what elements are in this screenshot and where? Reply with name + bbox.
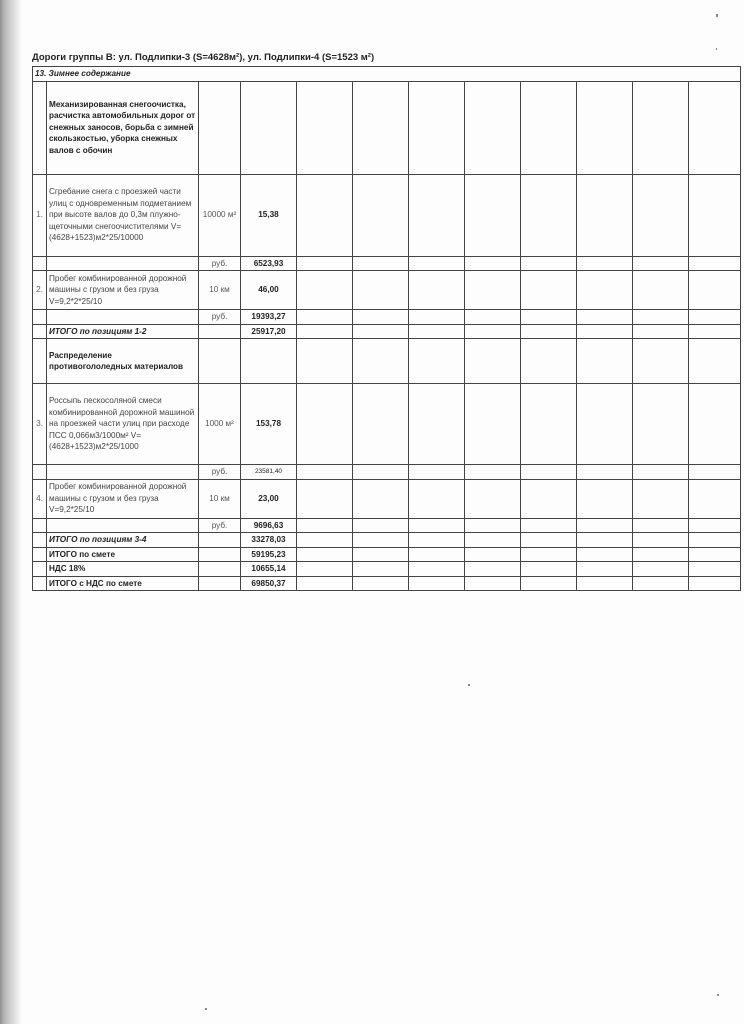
- empty-cell: [577, 324, 633, 339]
- empty-cell: [353, 384, 409, 465]
- row-number: [33, 562, 47, 577]
- empty-cell: [297, 324, 353, 339]
- empty-cell: [409, 339, 465, 384]
- row-number: [33, 256, 47, 271]
- row-value: 46,00: [241, 271, 297, 310]
- table-row: [33, 339, 741, 384]
- empty-cell: [353, 256, 409, 271]
- empty-cell: [633, 533, 689, 548]
- empty-cell: [409, 465, 465, 480]
- row-number: [33, 81, 47, 174]
- table-row: [33, 533, 741, 548]
- row-value: 15,38: [241, 174, 297, 256]
- empty-cell: [577, 310, 633, 325]
- row-unit: [199, 81, 241, 174]
- row-number: 3.: [33, 384, 47, 465]
- empty-cell: [521, 256, 577, 271]
- empty-cell: [689, 384, 741, 465]
- row-number: [33, 576, 47, 591]
- empty-cell: [353, 576, 409, 591]
- empty-cell: [577, 174, 633, 256]
- section-row: [33, 67, 741, 82]
- empty-cell: [297, 479, 353, 518]
- empty-cell: [409, 562, 465, 577]
- row-unit: [199, 339, 241, 384]
- empty-cell: [689, 533, 741, 548]
- empty-cell: [353, 324, 409, 339]
- row-unit: [199, 562, 241, 577]
- row-value: 59195,23: [241, 547, 297, 562]
- scan-speck: [716, 48, 717, 50]
- empty-cell: [465, 465, 521, 480]
- scan-speck: [716, 14, 718, 17]
- scan-edge: [0, 0, 22, 1024]
- empty-cell: [353, 339, 409, 384]
- empty-cell: [353, 465, 409, 480]
- empty-cell: [409, 576, 465, 591]
- row-unit: руб.: [199, 256, 241, 271]
- row-number: 4.: [33, 479, 47, 518]
- empty-cell: [521, 576, 577, 591]
- empty-cell: [633, 271, 689, 310]
- row-unit: [199, 547, 241, 562]
- empty-cell: [297, 465, 353, 480]
- empty-cell: [521, 271, 577, 310]
- empty-cell: [297, 256, 353, 271]
- empty-cell: [633, 339, 689, 384]
- table-row: [33, 324, 741, 339]
- row-description: Распределение противогололедных материалов: [47, 339, 199, 384]
- empty-cell: [353, 81, 409, 174]
- row-unit: руб.: [199, 310, 241, 325]
- empty-cell: [353, 533, 409, 548]
- empty-cell: [521, 562, 577, 577]
- row-description: [47, 465, 199, 480]
- empty-cell: [409, 310, 465, 325]
- empty-cell: [633, 174, 689, 256]
- empty-cell: [353, 174, 409, 256]
- table-row: [33, 562, 741, 577]
- empty-cell: [521, 533, 577, 548]
- empty-cell: [577, 576, 633, 591]
- row-number: [33, 339, 47, 384]
- table-row: [33, 479, 741, 518]
- row-value: 6523,93: [241, 256, 297, 271]
- empty-cell: [409, 547, 465, 562]
- empty-cell: [577, 547, 633, 562]
- empty-cell: [521, 479, 577, 518]
- row-unit: 10000 м²: [199, 174, 241, 256]
- row-number: [33, 518, 47, 533]
- table-row: [33, 465, 741, 480]
- empty-cell: [521, 547, 577, 562]
- empty-cell: [353, 518, 409, 533]
- row-description: Сгребание снега с проезжей части улиц с одновременным подметанием при высоте валов до 0,3м плужно-щеточными снегоочистителями V=(4628+1523)м2*25/10000: [47, 174, 199, 256]
- row-description: Пробег комбинированной дорожной машины с грузом и без груза V=9,2*25/10: [47, 479, 199, 518]
- table-row: [33, 256, 741, 271]
- empty-cell: [689, 547, 741, 562]
- empty-cell: [577, 479, 633, 518]
- empty-cell: [577, 339, 633, 384]
- empty-cell: [297, 271, 353, 310]
- empty-cell: [689, 271, 741, 310]
- section-title: 13. Зимнее содержание: [33, 67, 741, 82]
- empty-cell: [521, 465, 577, 480]
- row-number: 2.: [33, 271, 47, 310]
- scan-speck: [717, 994, 719, 996]
- empty-cell: [409, 174, 465, 256]
- empty-cell: [689, 81, 741, 174]
- row-value: 19393,27: [241, 310, 297, 325]
- empty-cell: [633, 465, 689, 480]
- empty-cell: [689, 256, 741, 271]
- empty-cell: [465, 384, 521, 465]
- row-unit: руб.: [199, 518, 241, 533]
- empty-cell: [465, 271, 521, 310]
- row-description: ИТОГО по смете: [47, 547, 199, 562]
- empty-cell: [633, 562, 689, 577]
- empty-cell: [521, 339, 577, 384]
- empty-cell: [577, 384, 633, 465]
- row-unit: руб.: [199, 465, 241, 480]
- empty-cell: [633, 81, 689, 174]
- empty-cell: [297, 384, 353, 465]
- row-value: [241, 339, 297, 384]
- estimate-table: [32, 66, 741, 591]
- row-unit: [199, 324, 241, 339]
- row-unit: 10 км: [199, 479, 241, 518]
- scan-speck: [205, 1008, 207, 1010]
- empty-cell: [521, 174, 577, 256]
- row-value: 23581,40: [241, 465, 297, 480]
- table-row: [33, 384, 741, 465]
- row-value: 10655,14: [241, 562, 297, 577]
- row-number: 1.: [33, 174, 47, 256]
- empty-cell: [633, 324, 689, 339]
- row-description: Механизированная снегоочистка, расчистка автомобильных дорог от снежных заносов, борьба с зимней скользкостью, уборка снежных валов с обочин: [47, 81, 199, 174]
- empty-cell: [577, 518, 633, 533]
- empty-cell: [521, 324, 577, 339]
- empty-cell: [521, 310, 577, 325]
- empty-cell: [633, 547, 689, 562]
- empty-cell: [297, 174, 353, 256]
- empty-cell: [689, 518, 741, 533]
- empty-cell: [689, 562, 741, 577]
- empty-cell: [465, 81, 521, 174]
- row-value: [241, 81, 297, 174]
- empty-cell: [465, 562, 521, 577]
- empty-cell: [353, 271, 409, 310]
- empty-cell: [409, 479, 465, 518]
- empty-cell: [689, 324, 741, 339]
- row-value: 25917,20: [241, 324, 297, 339]
- table-row: [33, 576, 741, 591]
- table-row: [33, 174, 741, 256]
- empty-cell: [465, 479, 521, 518]
- empty-cell: [633, 518, 689, 533]
- row-description: ИТОГО по позициям 3-4: [47, 533, 199, 548]
- empty-cell: [409, 256, 465, 271]
- empty-cell: [577, 533, 633, 548]
- table-row: [33, 547, 741, 562]
- empty-cell: [465, 256, 521, 271]
- empty-cell: [689, 339, 741, 384]
- row-number: [33, 310, 47, 325]
- row-number: [33, 547, 47, 562]
- empty-cell: [633, 479, 689, 518]
- row-unit: 1000 м²: [199, 384, 241, 465]
- empty-cell: [689, 576, 741, 591]
- empty-cell: [577, 256, 633, 271]
- row-number: [33, 533, 47, 548]
- row-value: 23,00: [241, 479, 297, 518]
- row-description: [47, 310, 199, 325]
- empty-cell: [465, 339, 521, 384]
- empty-cell: [297, 562, 353, 577]
- row-number: [33, 324, 47, 339]
- empty-cell: [633, 256, 689, 271]
- empty-cell: [297, 518, 353, 533]
- empty-cell: [297, 310, 353, 325]
- row-description: [47, 256, 199, 271]
- empty-cell: [297, 547, 353, 562]
- empty-cell: [465, 310, 521, 325]
- empty-cell: [521, 81, 577, 174]
- estimate-table-body: [33, 67, 741, 591]
- table-row: [33, 310, 741, 325]
- empty-cell: [577, 562, 633, 577]
- empty-cell: [633, 310, 689, 325]
- empty-cell: [353, 479, 409, 518]
- row-description: Россыпь пескосоляной смеси комбинированной дорожной машиной на проезжей части улиц при расходе ПСС 0,066м3/1000м² V=(4628+1523)м2*25/1000: [47, 384, 199, 465]
- row-value: 69850,37: [241, 576, 297, 591]
- table-row: [33, 81, 741, 174]
- row-number: [33, 465, 47, 480]
- empty-cell: [353, 310, 409, 325]
- empty-cell: [297, 576, 353, 591]
- empty-cell: [465, 518, 521, 533]
- empty-cell: [297, 81, 353, 174]
- empty-cell: [409, 324, 465, 339]
- empty-cell: [465, 533, 521, 548]
- empty-cell: [689, 465, 741, 480]
- empty-cell: [409, 271, 465, 310]
- row-description: Пробег комбинированной дорожной машины с грузом и без груза V=9,2*2*25/10: [47, 271, 199, 310]
- empty-cell: [521, 518, 577, 533]
- row-unit: 10 км: [199, 271, 241, 310]
- page-title: Дороги группы В: ул. Подлипки-3 (S=4628м²), ул. Подлипки-4 (S=1523 м²): [32, 52, 375, 63]
- row-value: 33278,03: [241, 533, 297, 548]
- empty-cell: [297, 339, 353, 384]
- empty-cell: [465, 174, 521, 256]
- empty-cell: [577, 465, 633, 480]
- row-description: [47, 518, 199, 533]
- row-value: 9696,63: [241, 518, 297, 533]
- empty-cell: [297, 533, 353, 548]
- empty-cell: [409, 81, 465, 174]
- empty-cell: [353, 562, 409, 577]
- empty-cell: [465, 576, 521, 591]
- empty-cell: [577, 81, 633, 174]
- empty-cell: [409, 518, 465, 533]
- empty-cell: [465, 547, 521, 562]
- row-unit: [199, 576, 241, 591]
- row-description: ИТОГО по позициям 1-2: [47, 324, 199, 339]
- empty-cell: [409, 384, 465, 465]
- empty-cell: [633, 576, 689, 591]
- row-unit: [199, 533, 241, 548]
- empty-cell: [633, 384, 689, 465]
- scan-speck: [468, 684, 470, 686]
- empty-cell: [689, 479, 741, 518]
- empty-cell: [353, 547, 409, 562]
- empty-cell: [689, 310, 741, 325]
- empty-cell: [409, 533, 465, 548]
- empty-cell: [465, 324, 521, 339]
- table-row: [33, 271, 741, 310]
- table-row: [33, 518, 741, 533]
- empty-cell: [689, 174, 741, 256]
- empty-cell: [521, 384, 577, 465]
- row-description: НДС 18%: [47, 562, 199, 577]
- row-description: ИТОГО с НДС по смете: [47, 576, 199, 591]
- empty-cell: [577, 271, 633, 310]
- row-value: 153,78: [241, 384, 297, 465]
